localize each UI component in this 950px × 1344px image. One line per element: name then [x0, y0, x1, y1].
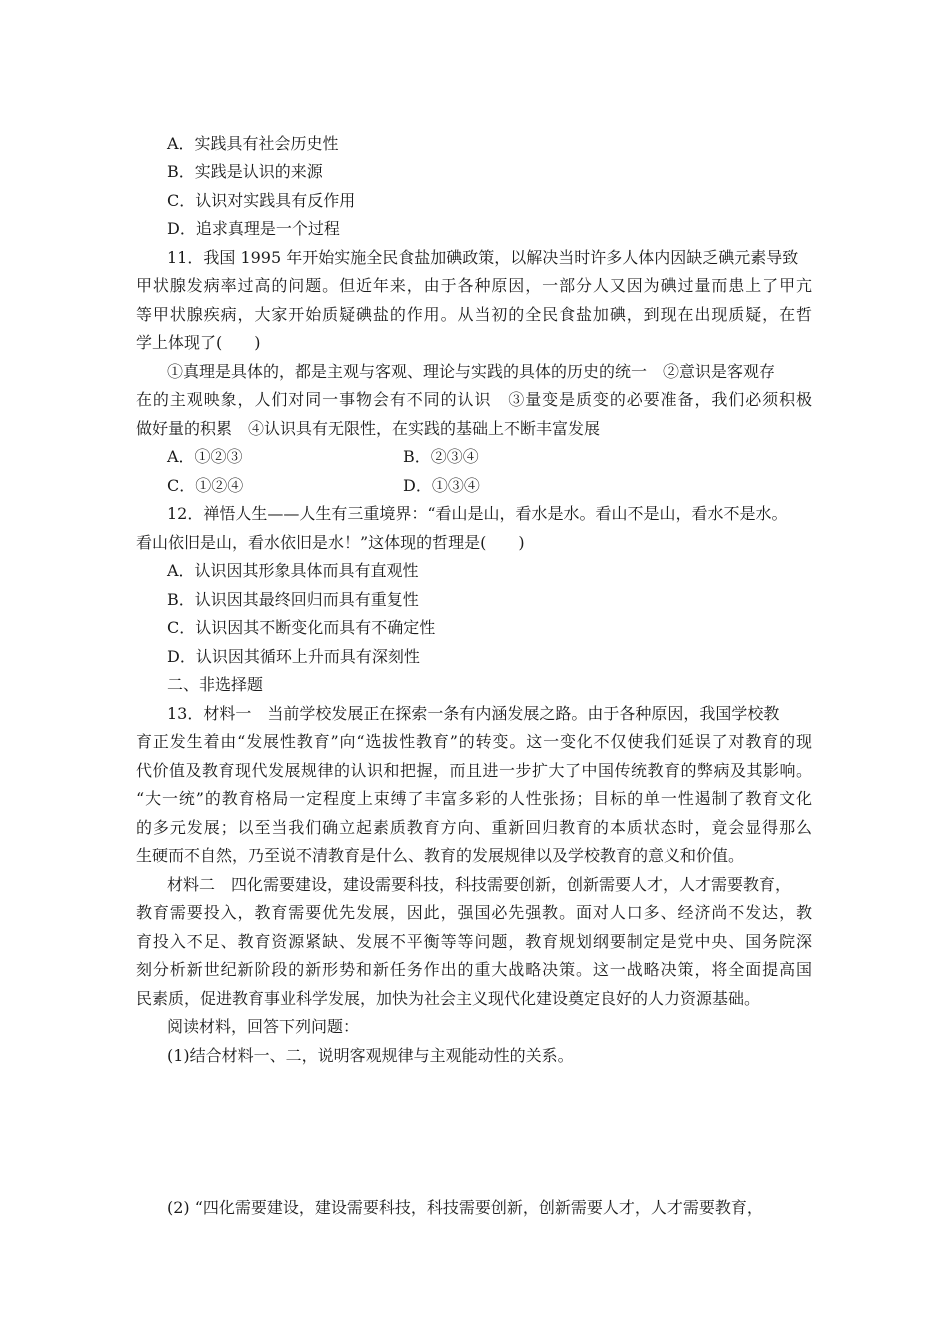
- q11-option-b: B．②③④: [403, 447, 479, 466]
- q11-option-c: C．①②④: [167, 476, 244, 495]
- q13-material1-line: 代价值及教育现代发展规律的认识和把握，而且进一步扩大了中国传统教育的弊病及其影响。: [136, 761, 812, 780]
- q13-material2-line: 教育需要投入，教育需要优先发展，因此，强国必先强教。面对人口多、经济尚不发达，教: [136, 903, 812, 922]
- q11-option-d: D．①③④: [403, 476, 480, 495]
- q13-material1-line: 的多元发展；以至当我们确立起素质教育方向、重新回归教育的本质状态时，竟会显得那么: [136, 818, 812, 837]
- q10-option-c: C．认识对实践具有反作用: [167, 191, 356, 210]
- q13-material2-line: 育投入不足、教育资源紧缺、发展不平衡等等问题，教育规划纲要制定是党中央、国务院深: [136, 932, 812, 951]
- q13-material2-line: 刻分析新世纪新阶段的新形势和新任务作出的重大战略决策。这一战略决策，将全面提高国: [136, 960, 812, 979]
- q12-option-a: A．认识因其形象具体而具有直观性: [167, 561, 419, 580]
- q12-option-c: C．认识因其不断变化而具有不确定性: [167, 618, 436, 637]
- q11-statement-line: ①真理是具体的，都是主观与客观、理论与实践的具体的历史的统一 ②意识是客观存: [167, 362, 776, 381]
- q13-material1-line: 生硬而不自然，乃至说不清教育是什么、教育的发展规律以及学校教育的意义和价值。: [136, 846, 745, 865]
- q11-statement-line: 做好量的积累 ④认识具有无限性，在实践的基础上不断丰富发展: [136, 419, 601, 438]
- q10-option-a: A．实践具有社会历史性: [167, 134, 339, 153]
- q11-stem-line: 学上体现了( ): [136, 333, 261, 352]
- q12-option-d: D．认识因其循环上升而具有深刻性: [167, 647, 420, 666]
- q10-option-b: B．实践是认识的来源: [167, 162, 323, 181]
- q12-stem-line: 12．禅悟人生——人生有三重境界：“看山是山，看水是水。看山不是山，看水不是水。: [167, 504, 788, 523]
- q11-option-a: A．①②③: [167, 447, 243, 466]
- q13-instruction: 阅读材料，回答下列问题：: [167, 1017, 360, 1036]
- q13-subquestion-1: (1)结合材料一、二，说明客观规律与主观能动性的关系。: [167, 1046, 574, 1065]
- section-title: 二、非选择题: [167, 675, 264, 694]
- q13-subquestion-2: (2) “四化需要建设，建设需要科技，科技需要创新，创新需要人才，人才需要教育，: [167, 1198, 763, 1217]
- q11-stem-line: 11．我国 1995 年开始实施全民食盐加碘政策，以解决当时许多人体内因缺乏碘元素导致: [167, 248, 799, 267]
- q13-material1-line: 育正发生着由“发展性教育”向“选拔性教育”的转变。这一变化不仅使我们延误了对教育的现: [136, 732, 812, 751]
- q12-stem-line: 看山依旧是山，看水依旧是水！”这体现的哲理是( ): [136, 533, 525, 552]
- q12-option-b: B．认识因其最终回归而具有重复性: [167, 590, 419, 609]
- q10-option-d: D．追求真理是一个过程: [167, 219, 340, 238]
- q11-stem-line: 等甲状腺疾病，大家开始质疑碘盐的作用。从当初的全民食盐加碘，到现在出现质疑，在哲: [136, 305, 812, 324]
- q11-stem-line: 甲状腺发病率过高的问题。但近年来，由于各种原因，一部分人又因为碘过量而患上了甲亢: [136, 276, 812, 295]
- q13-material2-line: 材料二 四化需要建设，建设需要科技，科技需要创新，创新需要人才，人才需要教育，: [167, 875, 792, 894]
- q13-material2-line: 民素质，促进教育事业科学发展，加快为社会主义现代化建设奠定良好的人力资源基础。: [136, 989, 761, 1008]
- q13-material1-line: 13．材料一 当前学校发展正在探索一条有内涵发展之路。由于各种原因，我国学校教: [167, 704, 780, 723]
- q11-statement-line: 在的主观映象，人们对同一事物会有不同的认识 ③量变是质变的必要准备，我们必须积极: [136, 390, 812, 409]
- q13-material1-line: “大一统”的教育格局一定程度上束缚了丰富多彩的人性张扬；目标的单一性遏制了教育文化: [136, 789, 812, 808]
